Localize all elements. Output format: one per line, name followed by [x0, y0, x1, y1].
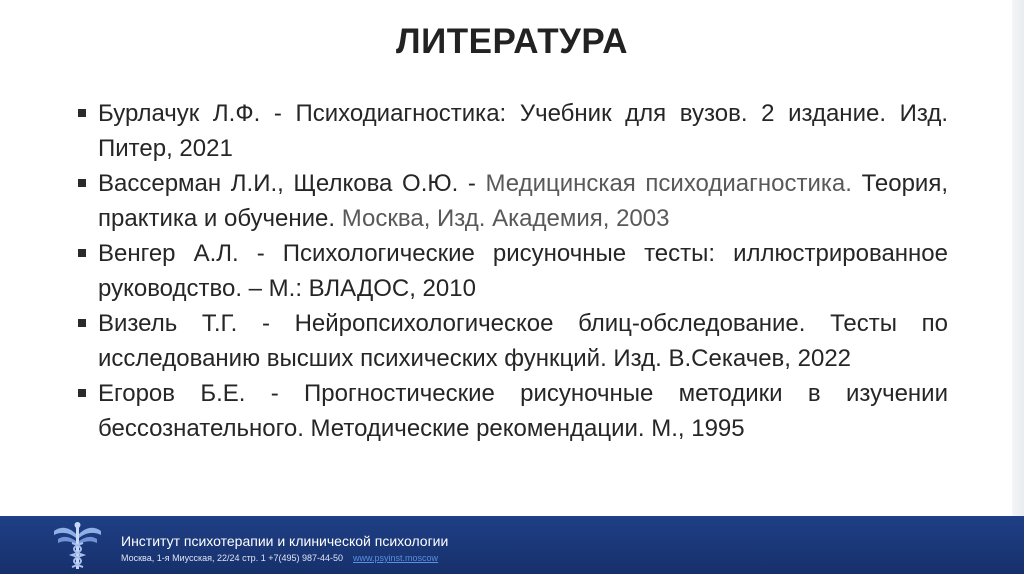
address-text: Москва, 1-я Миусская, 22/24 стр. 1 +7(495) 987-44-50	[121, 553, 344, 563]
reference-text: Визель Т.Г. - Нейропсихологическое блиц-обследование. Тесты по исследованию высших психических функций. Изд. В.Секачев, 2022	[98, 310, 948, 372]
square-bullet-icon	[78, 249, 86, 257]
institute-address	[121, 553, 438, 563]
website-link[interactable]: www.psyinst.moscow	[353, 553, 439, 563]
square-bullet-icon	[78, 179, 86, 187]
footer-bar	[0, 516, 1024, 574]
square-bullet-icon	[78, 109, 86, 117]
reference-text-part: Москва, Изд. Академия, 2003	[341, 205, 670, 232]
reference-list	[78, 96, 948, 446]
square-bullet-icon	[78, 319, 86, 327]
square-bullet-icon	[78, 389, 86, 397]
reference-item	[78, 306, 948, 376]
caduceus-logo-icon	[50, 519, 105, 571]
reference-text: Венгер А.Л. - Психологические рисуночные тесты: иллюстрированное руководство. – М.: ВЛАДОС, 2010	[98, 240, 948, 302]
reference-item	[78, 236, 948, 306]
institute-name: Институт психотерапии и клинической психологии	[121, 533, 449, 549]
reference-text-part: Вассерман Л.И., Щелкова О.Ю. -	[98, 170, 486, 197]
slide-title: ЛИТЕРАТУРА	[396, 22, 628, 61]
slide-edge-decoration	[1012, 0, 1024, 516]
reference-text: Бурлачук Л.Ф. - Психодиагностика: Учебник для вузов. 2 издание. Изд. Питер, 2021	[98, 100, 948, 162]
reference-text-part: Теория, практика и обучение.	[98, 170, 948, 232]
reference-text: Егоров Б.Е. - Прогностические рисуночные методики в изучении бессознательного. Методические рекомендации. М., 1995	[98, 380, 948, 442]
reference-text-part: Медицинская психодиагностика.	[485, 170, 852, 197]
reference-item	[78, 376, 948, 446]
reference-item	[78, 166, 948, 236]
reference-item	[78, 96, 948, 166]
